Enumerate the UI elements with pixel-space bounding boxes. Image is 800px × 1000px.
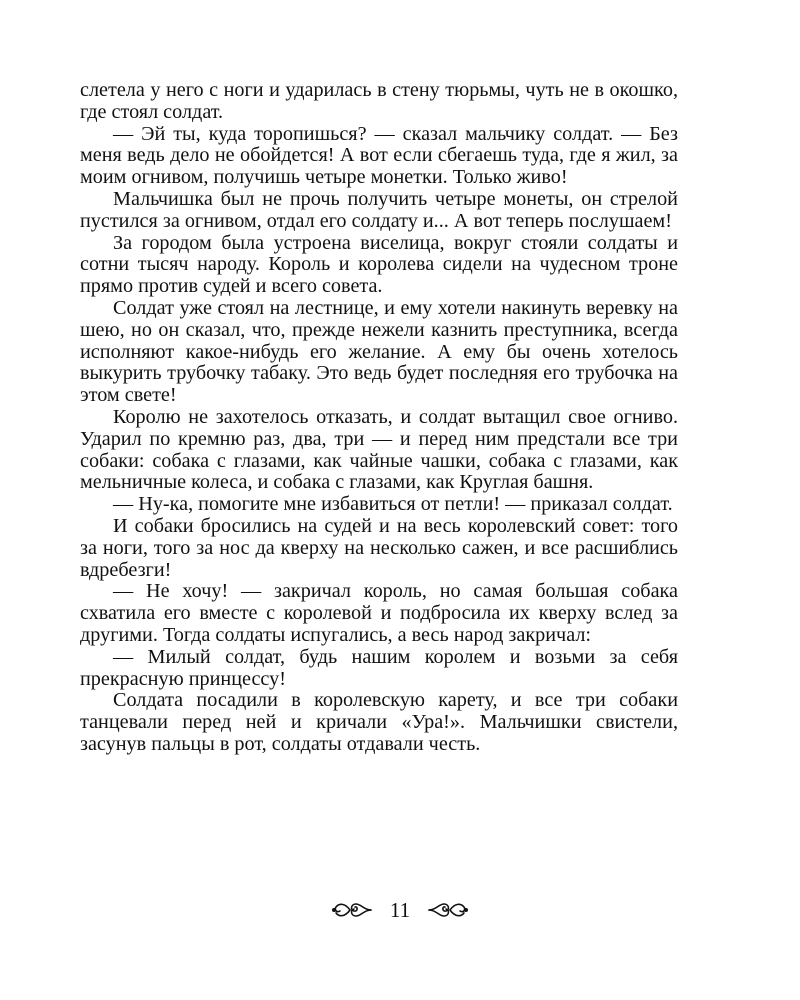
floral-ornament-right-icon bbox=[427, 900, 469, 920]
paragraph: Солдат уже стоял на лестнице, и ему хотели накинуть веревку на шею, но он сказал, что, прежде нежели казнить преступника, всегда исполняют какое-нибудь его желание. А ему бы очень хотелось выкурить трубочку табаку. Это ведь будет последняя его трубочка на этом свете! bbox=[80, 296, 678, 407]
paragraph: — Милый солдат, будь нашим королем и возьми за себя прекрасную принцессу! bbox=[80, 645, 678, 690]
paragraph: За городом была устроена виселица, вокруг стояли солдаты и сотни тысяч народу. Король и королева сидели на чудесном троне прямо против судей и всего совета. bbox=[80, 231, 678, 298]
paragraph: — Не хочу! — закричал король, но самая большая собака схватила его вместе с королевой и подбросила их кверху вслед за другими. Тогда солдаты испугались, а весь народ закричал: bbox=[80, 580, 678, 646]
paragraph: Королю не захотелось отказать, и солдат вытащил свое огниво. Ударил по кремню раз, два, три — и перед ним предстали все три собаки: собака с глазами, как чайные чашки, собака с глазами, как мельничные колеса, и собака с глазами, как Круглая башня. bbox=[80, 405, 678, 494]
paragraph: Солдата посадили в королевскую карету, и все три собаки танцевали перед ней и кричали «Ура!». Мальчишки свистели, засунув пальцы в рот, солдаты отдавали честь. bbox=[80, 689, 678, 755]
paragraph: И собаки бросились на судей и на весь королевский совет: того за ноги, того за нос да кверху на несколько сажен, и все расшиблись вдребезги! bbox=[80, 514, 678, 581]
paragraph: — Ну-ка, помогите мне избавиться от петли! — приказал солдат. bbox=[113, 493, 673, 516]
body-text bbox=[80, 80, 678, 756]
paragraph: Мальчишка был не прочь получить четыре монеты, он стрелой пустился за огнивом, отдал его солдату и... А вот теперь послушаем! bbox=[80, 187, 678, 232]
paragraph: слетела у него с ноги и ударилась в стену тюрьмы, чуть не в окошко, где стоял солдат. bbox=[80, 79, 678, 123]
page-number: 11 bbox=[389, 898, 411, 922]
paragraph: — Эй ты, куда торопишься? — сказал мальчику солдат. — Без меня ведь дело не обойдется! А вот если сбегаешь туда, где я жил, за моим огнивом, получишь четыре монетки. Только живо! bbox=[80, 122, 678, 189]
page-footer bbox=[0, 898, 800, 922]
floral-ornament-left-icon bbox=[331, 900, 373, 920]
